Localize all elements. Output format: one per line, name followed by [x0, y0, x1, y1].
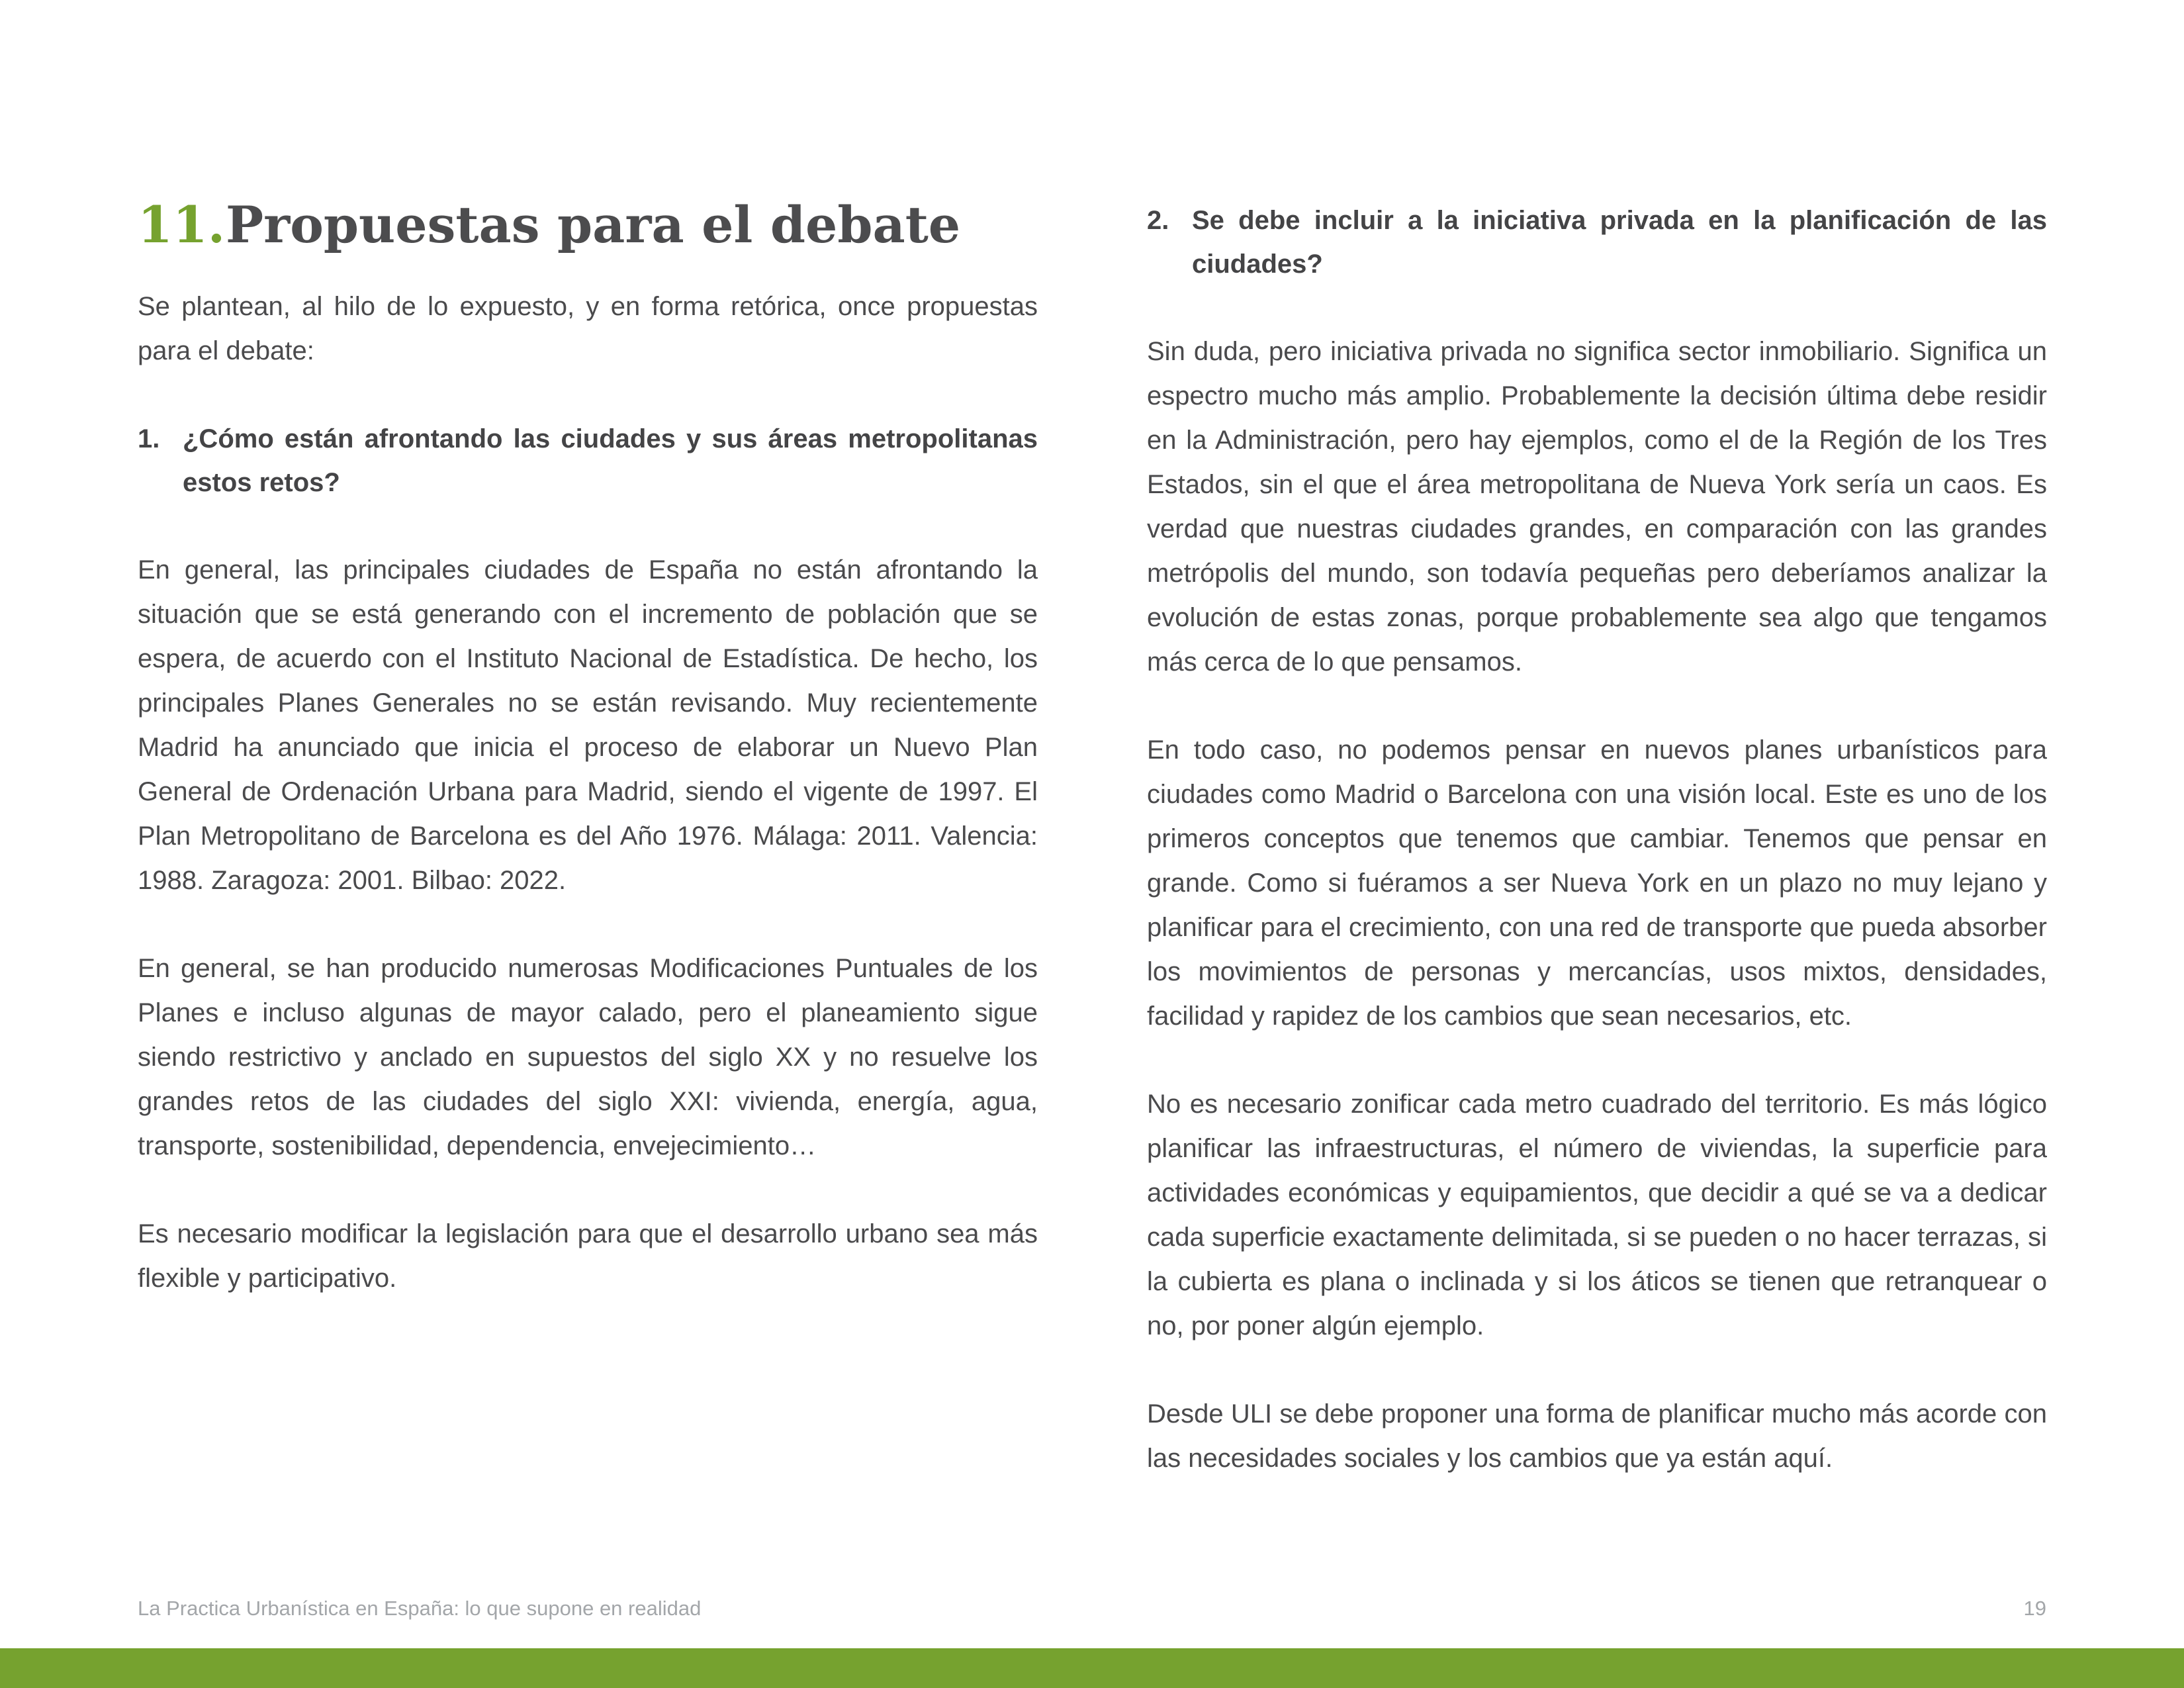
question-1 [138, 417, 1038, 504]
section-heading [138, 192, 1038, 258]
question-text: Se debe incluir a la iniciativa privada en la planificación de las ciudades? [1192, 206, 2047, 279]
section-title: Propuestas para el debate [226, 195, 961, 254]
footer-document-title: La Practica Urbanística en España: lo que supone en realidad [138, 1597, 702, 1620]
body-paragraph: Es necesario modificar la legislación para que el desarrollo urbano sea más flexible y participativo. [138, 1219, 1038, 1293]
footer-accent-bar [0, 1648, 2184, 1688]
body-paragraph: En general, se han producido numerosas Modificaciones Puntuales de los Planes e incluso algunas de mayor calado, pero el planeamiento sigue siendo restrictivo y anclado en supuestos del siglo XX y no resuelve los grandes retos de las ciudades del siglo XXI: vivienda, energía, agua, transporte, sostenibilidad, dependencia, envejecimiento… [138, 954, 1038, 1160]
body-paragraph: Sin duda, pero iniciativa privada no significa sector inmobiliario. Significa un espectro mucho más amplio. Probablemente la decisión última debe residir en la Administración, pero hay ejemplos, como el de la Región de los Tres Estados, sin el que el área metropolitana de Nueva York sería un caos. Es verdad que nuestras ciudades grandes, en comparación con las grandes metrópolis del mundo, son todavía pequeñas pero deberíamos analizar la evolución de estas zonas, porque probablemente sea algo que tengamos más cerca de lo que pensamos. [1147, 337, 2047, 677]
question-number: 1. [138, 424, 160, 453]
question-2 [1147, 199, 2047, 286]
right-column [1147, 192, 2047, 1524]
question-text: ¿Cómo están afrontando las ciudades y sus áreas metropolitanas estos retos? [183, 424, 1038, 497]
question-number: 2. [1147, 206, 1169, 235]
intro-paragraph: Se plantean, al hilo de lo expuesto, y en forma retórica, once propuestas para el debate: [138, 292, 1038, 365]
page-number: 19 [2023, 1597, 2046, 1620]
section-number: 11. [138, 195, 226, 254]
body-paragraph: No es necesario zonificar cada metro cuadrado del territorio. Es más lógico planificar las infraestructuras, el número de viviendas, la superficie para actividades económicas y equipamientos, que decidir a qué se va a dedicar cada superficie exactamente delimitada, si se pueden o no hacer terrazas, si la cubierta es plana o inclinada y si los áticos se tienen que retranquear o no, por poner algún ejemplo. [1147, 1090, 2047, 1340]
body-paragraph: Desde ULI se debe proponer una forma de planificar mucho más acorde con las necesidades sociales y los cambios que ya están aquí. [1147, 1399, 2047, 1473]
left-column [138, 192, 1038, 1344]
body-paragraph: En todo caso, no podemos pensar en nuevos planes urbanísticos para ciudades como Madrid o Barcelona con una visión local. Este es uno de los primeros conceptos que tenemos que cambiar. Tenemos que pensar en grande. Como si fuéramos a ser Nueva York en un plazo no muy lejano y planificar para el crecimiento, con una red de transporte que pueda absorber los movimientos de personas y mercancías, usos mixtos, densidades, facilidad y rapidez de los cambios que sean necesarios, etc. [1147, 735, 2047, 1031]
body-paragraph: En general, las principales ciudades de España no están afrontando la situación que se está generando con el incremento de población que se espera, de acuerdo con el Instituto Nacional de Estadística. De hecho, los principales Planes Generales no se están revisando. Muy recientemente Madrid ha anunciado que inicia el proceso de elaborar un Nuevo Plan General de Ordenación Urbana para Madrid, siendo el vigente de 1997. El Plan Metropolitano de Barcelona es del Año 1976. Málaga: 2011. Valencia: 1988. Zaragoza: 2001. Bilbao: 2022. [138, 555, 1038, 895]
